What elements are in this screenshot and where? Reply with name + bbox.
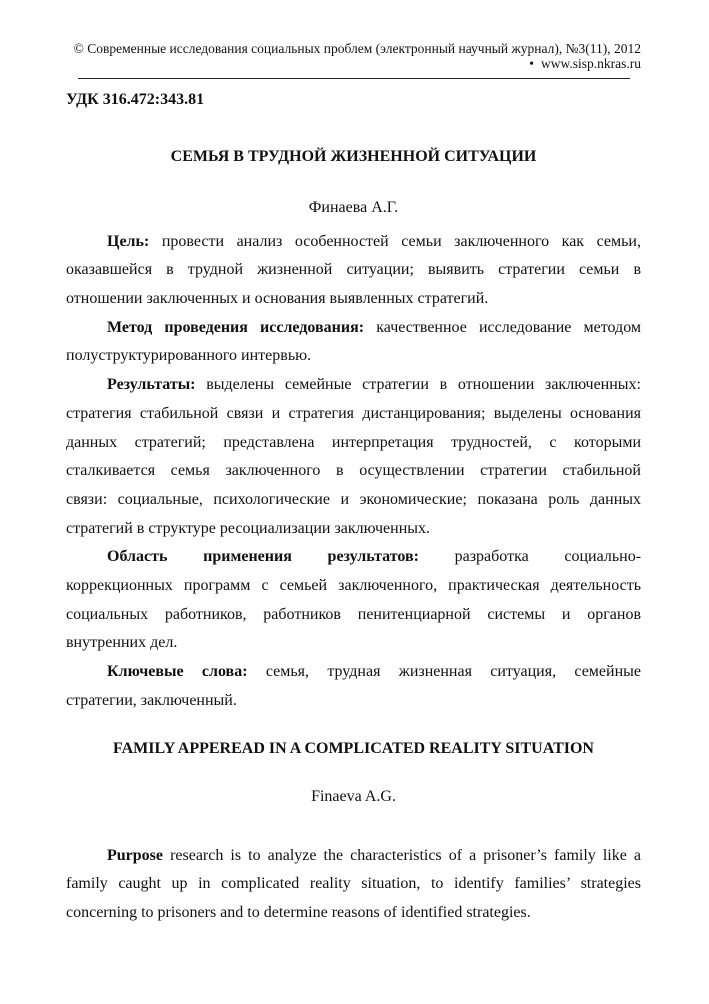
abstract-line [66,543,641,572]
abstract-line [66,228,641,257]
paragraph-text: разработка социально- [454,548,642,566]
abstract-line: коррекционных программ с семьей заключенного, практическая деятельность [66,576,641,594]
abstract-line: family caught up in complicated reality situation, to identify families’ strategies [66,875,641,893]
abstract-line: социальных работников, работников пенитенциарной системы и органов [66,605,641,623]
abstract-en [66,842,641,928]
abstract-line [66,371,641,400]
paragraph-label: Результаты: [107,376,196,394]
abstract-line [66,314,641,343]
journal-citation: © Современные исследования социальных проблем (электронный научный журнал), №3(11), 2012 [73,41,641,56]
paragraph-text: семья, трудная жизненная ситуация, семейные [265,663,641,680]
abstract-line: внутренних дел. [66,634,178,652]
abstract-paragraph-purpose [66,228,641,314]
abstract-line: отношении заключенных и основания выявленных стратегий. [66,290,489,308]
paragraph-label: Метод проведения исследования: [107,318,365,336]
abstract-paragraph-application [66,543,641,658]
abstract-paragraph-purpose-en [66,842,641,928]
udc-code: УДК 316.472:343.81 [66,91,205,108]
paragraph-label: Цель: [107,232,150,250]
abstract-line: стратегия стабильной связи и стратегия дистанцирования; выделены основания [66,404,641,422]
abstract-line: оказавшейся в трудной жизненной ситуации; выявить стратегии семьи в [66,261,641,279]
abstract-line: стратегии, заключенный. [66,691,237,709]
article-title-en: FAMILY APPEREAD IN A COMPLICATED REALITY SITUATION [113,740,594,757]
abstract-paragraph-method [66,314,641,371]
journal-website: www.sisp.nkras.ru [541,56,641,71]
abstract-line: данных стратегий; представлена интерпретация трудностей, с которыми [66,433,641,451]
abstract-paragraph-results [66,371,641,543]
abstract-line [66,658,641,687]
abstract-paragraph-keywords [66,658,641,715]
bullet-icon: • [529,56,534,71]
paragraph-text: research is to analyze the characteristics of a prisoner’s family like a [170,846,641,864]
abstract-ru [66,228,641,716]
author-name-en: Finaeva A.G. [311,788,396,805]
paragraph-text: провести анализ особенностей семьи заключенного как семьи, [161,232,641,250]
paragraph-text: выделены семейные стратегии в отношении заключенных: [206,376,641,394]
header-rule [78,78,630,79]
abstract-line: полуструктурированного интервью. [66,347,312,365]
abstract-line: сталкивается семья заключенного в осуществлении стратегии стабильной [66,462,641,480]
abstract-line [66,842,641,871]
abstract-line: стратегий в структуре ресоциализации заключенных. [66,519,431,537]
paragraph-label: Область применения результатов: [107,548,419,566]
abstract-line: связи: социальные, психологические и экономические; показана роль данных [66,490,641,508]
abstract-line: concerning to prisoners and to determine reasons of identified strategies. [66,904,531,922]
author-name-ru: Финаева А.Г. [308,199,399,216]
paragraph-text: качественное исследование методом [376,318,642,336]
journal-website-line [66,56,641,72]
paragraph-label: Purpose [107,846,163,864]
article-title-ru: СЕМЬЯ В ТРУДНОЙ ЖИЗНЕННОЙ СИТУАЦИИ [170,148,537,165]
paragraph-label: Ключевые слова: [107,663,248,680]
